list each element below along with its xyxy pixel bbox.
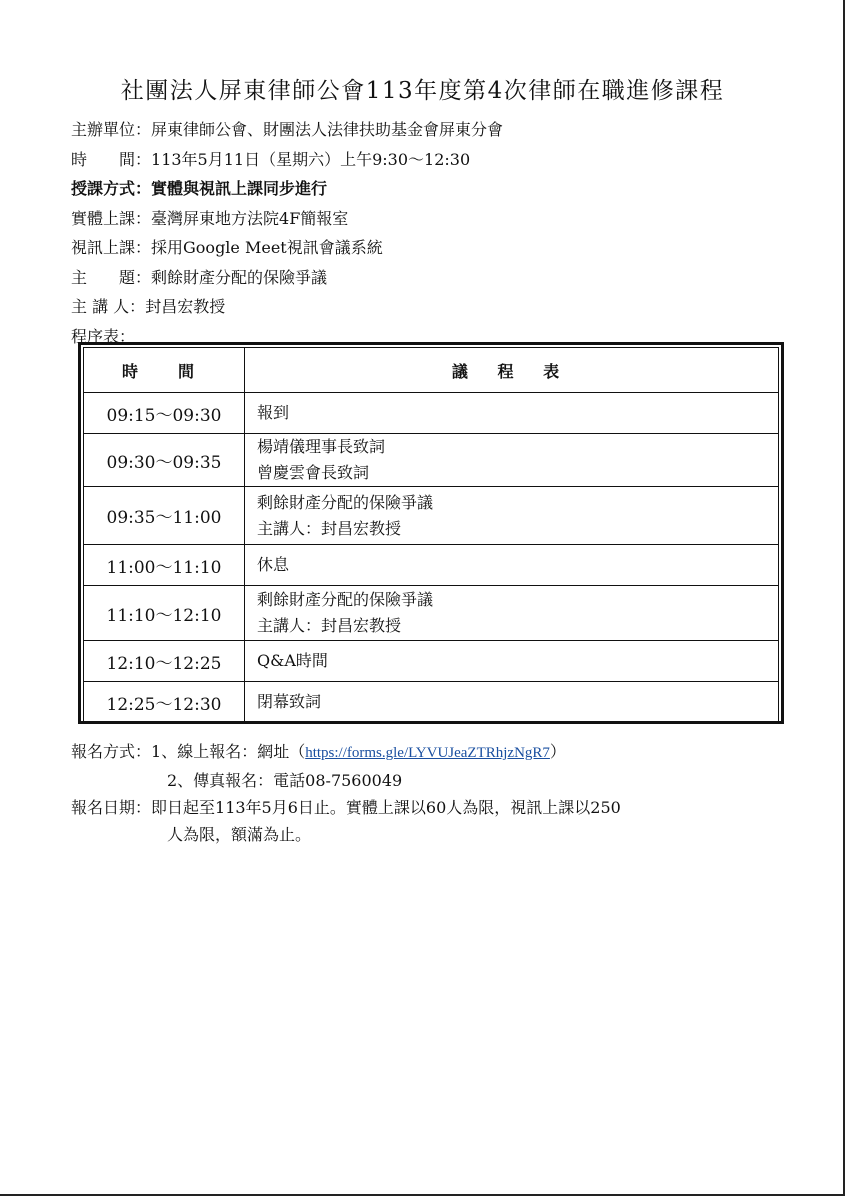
registration-method <box>71 738 566 794</box>
agenda-item-line1: Q&A時間 <box>257 651 328 670</box>
info-label: 主辦單位： <box>71 120 152 139</box>
agenda-item-line2: 曾慶雲會長致詞 <box>257 463 370 482</box>
registration-url-link[interactable]: https://forms.gle/LYVUJeaZTRhjzNgR7 <box>305 745 550 761</box>
info-in-person <box>71 204 503 234</box>
info-value: 封昌宏教授 <box>145 297 226 316</box>
agenda-item <box>245 545 779 586</box>
registration-date-line2: 人為限，額滿為止。 <box>167 825 312 844</box>
agenda-item-line1: 報到 <box>257 403 290 422</box>
table-row <box>84 393 779 434</box>
info-label: 時 間： <box>71 149 152 169</box>
info-value: 實體與視訊上課同步進行 <box>151 179 328 198</box>
agenda-time: 09:30～09:35 <box>84 434 245 487</box>
agenda-header-time: 時 間 <box>84 348 245 393</box>
agenda-item-line1: 閉幕致詞 <box>257 692 322 711</box>
agenda-time: 12:25～12:30 <box>84 682 245 723</box>
agenda-item-line2: 主講人：封昌宏教授 <box>257 518 402 538</box>
agenda-header-row <box>84 348 779 393</box>
agenda-item <box>245 682 779 723</box>
agenda-table <box>83 347 779 723</box>
course-info <box>71 115 503 351</box>
info-label: 主 題： <box>71 267 152 287</box>
info-value: 剩餘財產分配的保險爭議 <box>151 267 328 287</box>
agenda-item <box>245 393 779 434</box>
agenda-time: 11:10～12:10 <box>84 586 245 641</box>
info-time <box>71 145 503 175</box>
table-row <box>84 487 779 545</box>
registration-online-prefix: 1、線上報名：網址（ <box>151 742 306 761</box>
info-speaker <box>71 292 503 322</box>
registration-date-label: 報名日期： <box>71 798 152 817</box>
agenda-header-item: 議 程 表 <box>245 348 779 393</box>
agenda-item <box>245 641 779 682</box>
info-value: 113年5月11日（星期六）上午9:30～12:30 <box>151 149 471 169</box>
info-label: 授課方式： <box>71 179 152 198</box>
registration-date-line1: 即日起至113年5月6日止。實體上課以60人為限，視訊上課以250 <box>151 798 621 817</box>
registration-date-row <box>71 794 781 821</box>
info-label: 視訊上課： <box>71 238 152 257</box>
document-title: 社團法人屏東律師公會113年度第4次律師在職進修課程 <box>120 78 725 104</box>
info-teaching-method <box>71 174 503 204</box>
info-value: 臺灣屏東地方法院4F簡報室 <box>151 208 349 228</box>
agenda-time: 11:00～11:10 <box>84 545 245 586</box>
registration-online-suffix: ） <box>549 742 566 761</box>
info-value: 採用Google Meet視訊會議系統 <box>151 238 383 257</box>
info-value: 屏東律師公會、財團法人法律扶助基金會屏東分會 <box>151 120 504 139</box>
agenda-item-line1: 剩餘財產分配的保險爭議 <box>257 492 434 512</box>
agenda-item-line1: 休息 <box>257 555 290 574</box>
agenda-table-frame <box>78 342 784 724</box>
table-row <box>84 586 779 641</box>
info-organizer <box>71 115 503 145</box>
agenda-item-line1: 楊靖儀理事長致詞 <box>257 437 386 456</box>
agenda-time: 09:15～09:30 <box>84 393 245 434</box>
table-row <box>84 545 779 586</box>
agenda-item-line2: 主講人：封昌宏教授 <box>257 616 402 635</box>
registration-online-row <box>71 738 566 767</box>
schedule-label: 程序表： <box>71 326 136 346</box>
info-label: 主 講 人： <box>71 297 146 316</box>
table-row <box>84 682 779 723</box>
info-topic <box>71 263 503 293</box>
agenda-item-line1: 剩餘財產分配的保險爭議 <box>257 590 434 609</box>
info-video <box>71 233 503 263</box>
agenda-item <box>245 487 779 545</box>
registration-fax-row: 2、傳真報名：電話08-7560049 <box>167 771 403 790</box>
agenda-item <box>245 434 779 487</box>
table-row <box>84 641 779 682</box>
registration-date <box>71 794 781 848</box>
info-label: 實體上課： <box>71 208 152 228</box>
agenda-item <box>245 586 779 641</box>
agenda-time: 12:10～12:25 <box>84 641 245 682</box>
agenda-time: 09:35～11:00 <box>84 487 245 545</box>
registration-label: 報名方式： <box>71 742 152 761</box>
table-row <box>84 434 779 487</box>
